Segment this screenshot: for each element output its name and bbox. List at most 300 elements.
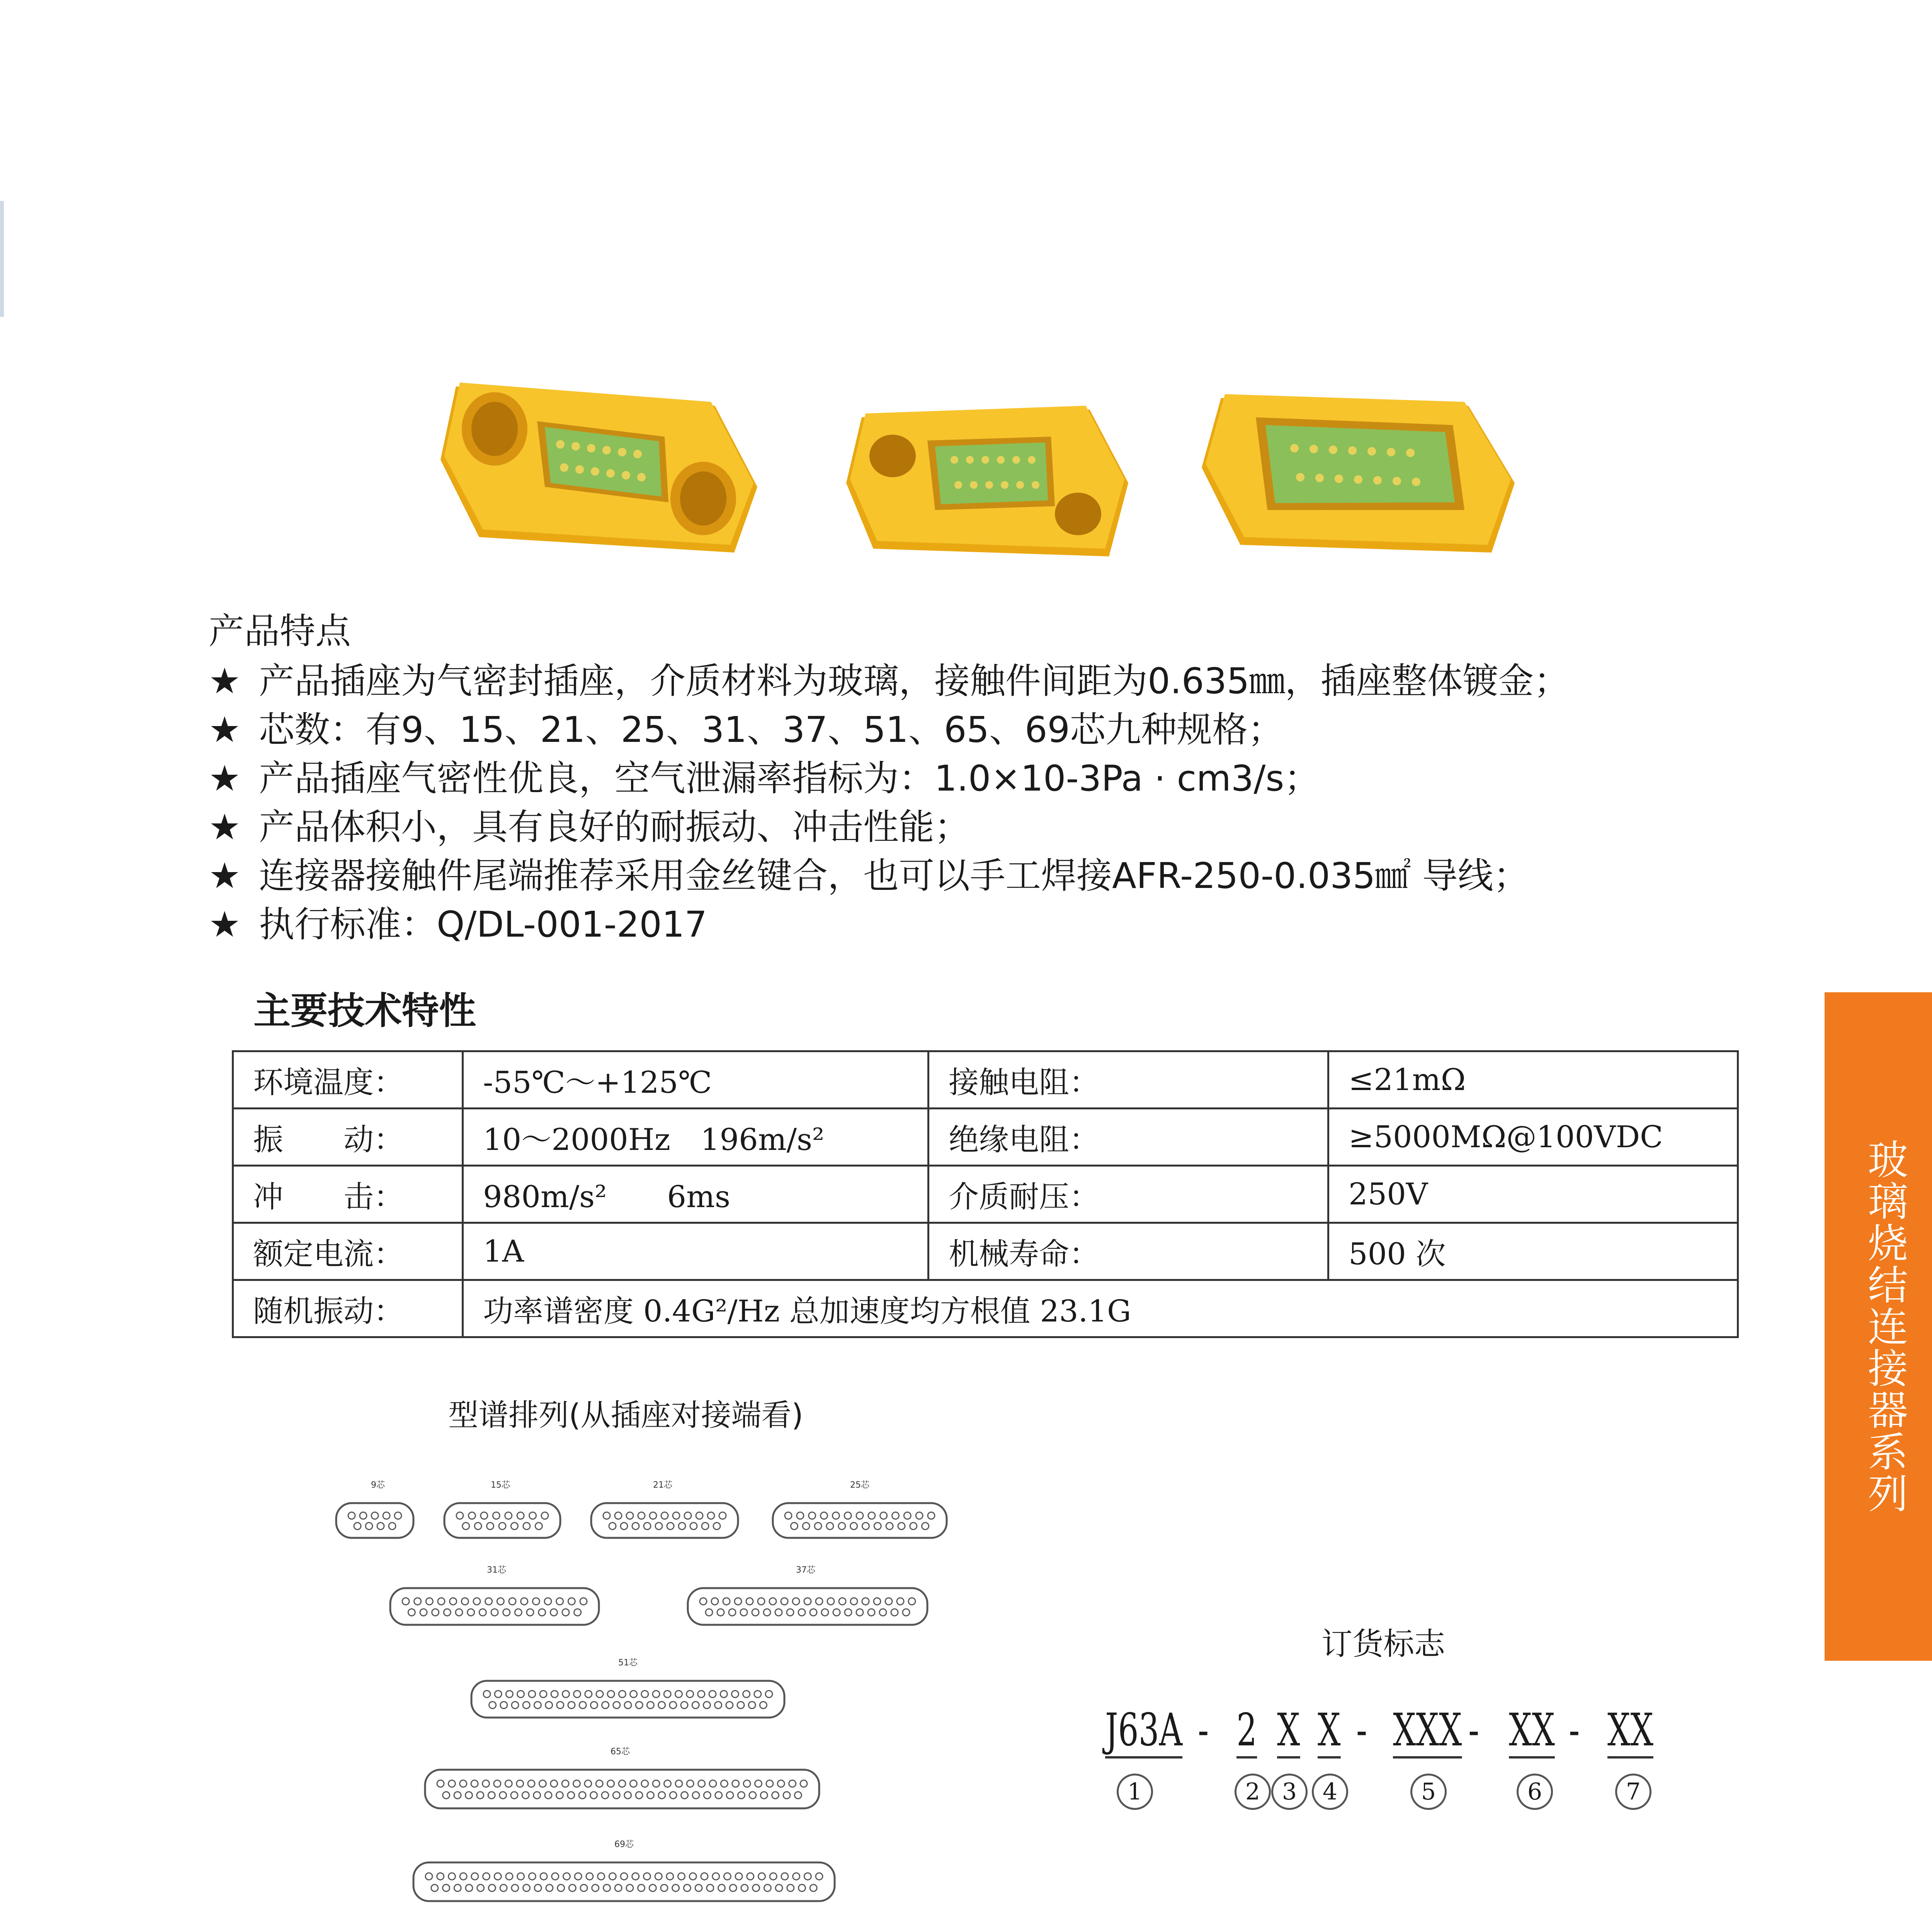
contact-dot xyxy=(868,1609,875,1616)
contact-dot xyxy=(898,1522,905,1529)
contact-dot xyxy=(354,1522,361,1529)
contact-dot xyxy=(541,1512,548,1519)
contact-dot xyxy=(781,1598,788,1605)
contact-dot xyxy=(886,1522,893,1529)
contact-dot xyxy=(603,1512,610,1519)
series-side-tab-label: 玻璃烧结连接器系列 xyxy=(1861,1139,1908,1514)
order-code-number: 6 xyxy=(1517,1774,1553,1810)
contact-dot xyxy=(776,1884,782,1891)
contact-dot xyxy=(892,1512,899,1519)
contact-dot xyxy=(706,1609,713,1616)
contact-dot xyxy=(573,1780,580,1787)
contact-dot xyxy=(904,1512,911,1519)
contact-dot xyxy=(661,1884,668,1891)
contact-dot xyxy=(621,1873,628,1880)
layout-label-51: 51芯 xyxy=(618,1658,638,1668)
contact-dot xyxy=(613,1792,620,1799)
contact-dot xyxy=(764,1884,771,1891)
contact-dot xyxy=(832,1512,839,1519)
contact-dot xyxy=(753,1884,760,1891)
spec-label: 介质耐压： xyxy=(929,1166,1328,1223)
contact-dot xyxy=(672,1884,679,1891)
contact-dot xyxy=(794,1792,801,1799)
layout-label-21: 21芯 xyxy=(653,1480,672,1490)
contact-dot xyxy=(562,1690,569,1697)
star-icon: ★ xyxy=(209,758,241,799)
contact-dot xyxy=(800,1780,807,1787)
spec-value: ≥5000MΩ@100VDC xyxy=(1328,1109,1738,1166)
contact-dot xyxy=(670,1702,677,1709)
contact-dot xyxy=(746,1598,753,1605)
order-code-rows: 2 xyxy=(1236,1704,1257,1759)
contact-dot xyxy=(793,1598,799,1605)
layout-label-69: 69芯 xyxy=(614,1840,634,1849)
contact-dot xyxy=(815,1522,821,1529)
contact-dot xyxy=(534,1702,541,1709)
contact-dot xyxy=(638,1884,645,1891)
contact-dot xyxy=(389,1522,396,1529)
contact-dot xyxy=(438,1598,445,1605)
contact-dot xyxy=(528,1780,535,1787)
contact-dot xyxy=(891,1609,898,1616)
contact-dot xyxy=(596,1780,603,1787)
contact-dot xyxy=(707,1884,714,1891)
spec-label: 环境温度： xyxy=(233,1051,463,1109)
spec-label: 额定电流： xyxy=(233,1223,463,1280)
contact-dot xyxy=(700,1598,707,1605)
contact-dot xyxy=(609,1873,616,1880)
connector-image-q2 xyxy=(1198,383,1522,564)
contact-dot xyxy=(724,1873,731,1880)
contact-dot xyxy=(698,1690,705,1697)
spec-value: 500 次 xyxy=(1328,1223,1738,1280)
contact-dot xyxy=(471,1780,478,1787)
spec-value: 980m/s² 6ms xyxy=(463,1166,929,1223)
contact-dot xyxy=(466,1884,473,1891)
contact-dot xyxy=(719,1512,726,1519)
contact-dot xyxy=(569,1884,576,1891)
contact-dot xyxy=(512,1884,519,1891)
spec-label: 绝缘电阻： xyxy=(929,1109,1328,1166)
contact-dot xyxy=(729,1609,736,1616)
star-icon: ★ xyxy=(209,904,241,945)
contact-dot xyxy=(735,1873,742,1880)
connector-outline-65 xyxy=(425,1770,819,1808)
contact-dot xyxy=(641,1780,648,1787)
contact-dot xyxy=(377,1522,384,1529)
contact-dot xyxy=(408,1609,415,1616)
contact-dot xyxy=(711,1598,718,1605)
contact-dot xyxy=(798,1609,805,1616)
contact-dot xyxy=(647,1702,654,1709)
contact-dot xyxy=(874,1598,881,1605)
order-code-shell: XX xyxy=(1509,1704,1555,1759)
contact-dot xyxy=(488,1884,495,1891)
contact-dot xyxy=(557,1702,564,1709)
contact-dot xyxy=(643,1873,650,1880)
contact-dot xyxy=(885,1598,892,1605)
contact-dot xyxy=(760,1792,767,1799)
feature-item: ★ 产品插座为气密封插座，介质材料为玻璃，接触件间距为0.635㎜，插座整体镀金； xyxy=(209,657,1754,706)
contact-dot xyxy=(695,1884,702,1891)
contact-dot xyxy=(715,1702,722,1709)
contact-dot xyxy=(540,1873,547,1880)
contact-dot xyxy=(655,1873,662,1880)
contact-dot xyxy=(483,1690,490,1697)
contact-dot xyxy=(675,1690,682,1697)
contact-dot xyxy=(740,1609,747,1616)
contact-dot xyxy=(791,1522,798,1529)
contact-dot xyxy=(758,1598,765,1605)
contact-dot xyxy=(495,1690,502,1697)
order-code-dash: - xyxy=(1569,1704,1580,1756)
contact-dot xyxy=(545,1792,552,1799)
contact-dot xyxy=(684,1512,691,1519)
contact-dot xyxy=(414,1598,421,1605)
contact-dot xyxy=(603,1884,610,1891)
table-row xyxy=(233,1051,1738,1109)
contact-dot xyxy=(527,1609,534,1616)
contact-dot xyxy=(535,1522,542,1529)
order-code-number: 7 xyxy=(1615,1774,1651,1810)
contact-dot xyxy=(754,1690,761,1697)
contact-dot xyxy=(454,1792,461,1799)
contact-dot xyxy=(461,1598,468,1605)
connector-outline-51 xyxy=(471,1681,784,1718)
contact-dot xyxy=(489,1702,496,1709)
contact-dot xyxy=(619,1690,626,1697)
contact-dot xyxy=(664,1780,671,1787)
contact-dot xyxy=(687,1690,694,1697)
contact-dot xyxy=(717,1609,724,1616)
contact-dot xyxy=(607,1690,614,1697)
contact-dot xyxy=(760,1702,767,1709)
connector-outline-9 xyxy=(336,1503,413,1538)
contact-dot xyxy=(856,1512,863,1519)
contact-dot xyxy=(460,1873,467,1880)
contact-dot xyxy=(511,1792,518,1799)
order-code-series: J63A xyxy=(1105,1704,1182,1759)
order-code-title: 订货标志 xyxy=(1321,1626,1445,1662)
contact-dot xyxy=(532,1598,539,1605)
contact-dot xyxy=(592,1884,599,1891)
order-code-type: X xyxy=(1277,1704,1300,1759)
contact-dot xyxy=(844,1512,851,1519)
contact-dot xyxy=(908,1598,915,1605)
contact-dot xyxy=(821,1609,828,1616)
contact-dot xyxy=(775,1609,782,1616)
contact-dot xyxy=(758,1873,765,1880)
contact-dot xyxy=(658,1792,665,1799)
contact-dot xyxy=(487,1522,494,1529)
contact-dot xyxy=(732,1780,739,1787)
contact-dot xyxy=(653,1690,660,1697)
contact-dot xyxy=(626,1884,633,1891)
contact-dot xyxy=(638,1512,645,1519)
contact-dot xyxy=(348,1512,355,1519)
contact-dot xyxy=(785,1512,792,1519)
contact-dot xyxy=(715,1792,722,1799)
contact-dot xyxy=(667,1873,673,1880)
contact-dot xyxy=(544,1598,551,1605)
contact-dot xyxy=(491,1609,498,1616)
contact-dot xyxy=(636,1702,643,1709)
spec-value: 10～2000Hz 196m/s² xyxy=(463,1109,929,1166)
feature-item: ★ 连接器接触件尾端推荐采用金丝键合，也可以手工焊接AFR-250-0.035㎟ 导线； xyxy=(209,852,1754,900)
contact-dot xyxy=(574,1690,581,1697)
contact-dot xyxy=(568,1702,575,1709)
contact-dot xyxy=(718,1884,725,1891)
contact-dot xyxy=(444,1609,451,1616)
contact-dot xyxy=(692,1702,699,1709)
spec-label: 机械寿命： xyxy=(929,1223,1328,1280)
contact-dot xyxy=(463,1522,469,1529)
contact-dot xyxy=(903,1609,910,1616)
contact-dot xyxy=(702,1522,709,1529)
layout-label-37: 37芯 xyxy=(796,1565,815,1575)
contact-dot xyxy=(868,1512,875,1519)
contact-dot xyxy=(701,1873,708,1880)
spec-value: ≤21mΩ xyxy=(1328,1051,1738,1109)
connector-outline-37 xyxy=(688,1588,927,1625)
contact-dot xyxy=(879,1609,886,1616)
contact-dot xyxy=(816,1598,823,1605)
contact-dot xyxy=(789,1780,796,1787)
contact-dot xyxy=(477,1884,484,1891)
contact-dot xyxy=(443,1884,450,1891)
layout-label-65: 65芯 xyxy=(611,1747,630,1757)
contact-dot xyxy=(664,1690,671,1697)
contact-dot xyxy=(737,1702,744,1709)
contact-dot xyxy=(551,1690,558,1697)
contact-dot xyxy=(506,1873,513,1880)
contact-dot xyxy=(809,1512,816,1519)
order-code-number: 5 xyxy=(1410,1774,1447,1810)
contact-dot xyxy=(505,1780,512,1787)
contact-dot xyxy=(360,1512,367,1519)
contact-dot xyxy=(602,1792,609,1799)
contact-dot xyxy=(383,1512,390,1519)
contact-dot xyxy=(517,1780,524,1787)
contact-dot xyxy=(590,1702,597,1709)
contact-dot xyxy=(558,1884,565,1891)
contact-dot xyxy=(456,1512,463,1519)
contact-dot xyxy=(687,1780,694,1787)
features-title: 产品特点 xyxy=(209,611,351,652)
contact-dot xyxy=(534,1792,541,1799)
contact-dot xyxy=(916,1512,923,1519)
contact-dot xyxy=(500,1884,507,1891)
contact-dot xyxy=(630,1690,637,1697)
contact-dot xyxy=(585,1780,592,1787)
contact-dot xyxy=(552,1873,559,1880)
contact-dot xyxy=(713,1873,719,1880)
order-code-number: 1 xyxy=(1117,1774,1153,1810)
contact-dot xyxy=(704,1792,711,1799)
contact-dot xyxy=(493,1512,500,1519)
contact-dot xyxy=(862,1522,869,1529)
contact-dot xyxy=(803,1522,810,1529)
contact-dot xyxy=(845,1609,852,1616)
contact-dot xyxy=(505,1512,512,1519)
contact-dot xyxy=(681,1792,688,1799)
contact-dot xyxy=(856,1609,863,1616)
contact-dot xyxy=(473,1598,480,1605)
contact-dot xyxy=(755,1780,762,1787)
contact-dot xyxy=(494,1873,501,1880)
contact-dot xyxy=(366,1522,372,1529)
features-list xyxy=(209,657,1754,949)
contact-dot xyxy=(607,1780,614,1787)
contact-dot xyxy=(726,1792,733,1799)
contact-dot xyxy=(764,1609,770,1616)
contact-dot xyxy=(675,1780,682,1787)
contact-dot xyxy=(539,1780,546,1787)
contact-dot xyxy=(741,1884,748,1891)
spec-value: 功率谱密度 0.4G²/Hz 总加速度均方根值 23.1G xyxy=(463,1280,1738,1337)
order-code-number: 4 xyxy=(1312,1774,1348,1810)
contact-dot xyxy=(465,1792,472,1799)
contact-dot xyxy=(586,1873,593,1880)
feature-item: ★ 产品插座气密性优良，空气泄漏率指标为：1.0×10-3Pa · cm3/s； xyxy=(209,754,1754,803)
contact-dot xyxy=(621,1522,628,1529)
contact-dot xyxy=(579,1792,586,1799)
series-side-tab xyxy=(1825,992,1932,1661)
star-icon: ★ xyxy=(209,806,241,848)
table-row xyxy=(233,1166,1738,1223)
contact-dot xyxy=(522,1792,529,1799)
contact-dot xyxy=(580,1884,587,1891)
contact-dot xyxy=(810,1884,817,1891)
contact-dot xyxy=(556,1598,563,1605)
contact-dot xyxy=(721,1780,728,1787)
star-icon: ★ xyxy=(209,709,241,750)
contact-dot xyxy=(483,1780,490,1787)
connector-outline-69 xyxy=(413,1862,835,1901)
contact-dot xyxy=(494,1780,501,1787)
contact-dot xyxy=(804,1598,811,1605)
contact-dot xyxy=(928,1512,935,1519)
contact-dot xyxy=(769,1598,776,1605)
contact-dot xyxy=(448,1780,455,1787)
contact-dot xyxy=(432,1609,439,1616)
contact-dot xyxy=(575,1873,582,1880)
connector-image-q3 xyxy=(842,394,1136,572)
contact-dot xyxy=(797,1512,804,1519)
spec-label: 冲 击： xyxy=(233,1166,463,1223)
contact-dot xyxy=(874,1522,881,1529)
contact-dot xyxy=(523,1702,530,1709)
contact-dot xyxy=(485,1598,492,1605)
contact-dot xyxy=(563,1873,570,1880)
table-row xyxy=(233,1280,1738,1337)
contact-dot xyxy=(523,1522,530,1529)
contact-dot xyxy=(772,1792,779,1799)
contact-dot xyxy=(720,1690,727,1697)
contact-dot xyxy=(395,1512,401,1519)
contact-dot xyxy=(748,1702,755,1709)
order-code-pin: XX xyxy=(1607,1704,1653,1759)
spec-value: -55℃～+125℃ xyxy=(463,1051,929,1109)
contact-dot xyxy=(437,1873,444,1880)
contact-dot xyxy=(641,1690,648,1697)
contact-dot xyxy=(804,1873,811,1880)
star-icon: ★ xyxy=(209,660,241,702)
contact-dot xyxy=(653,1780,660,1787)
tech-specs-table xyxy=(232,1050,1739,1338)
contact-dot xyxy=(497,1598,504,1605)
contact-dot xyxy=(703,1702,710,1709)
contact-dot xyxy=(838,1522,845,1529)
contact-dot xyxy=(523,1884,530,1891)
contact-dot xyxy=(615,1884,622,1891)
contact-dot xyxy=(752,1609,759,1616)
spec-label: 振 动： xyxy=(233,1109,463,1166)
contact-dot xyxy=(443,1792,450,1799)
contact-dot xyxy=(474,1522,481,1529)
contact-dot xyxy=(709,1780,716,1787)
contact-dot xyxy=(781,1873,788,1880)
contact-dot xyxy=(477,1792,484,1799)
contact-dot xyxy=(644,1522,651,1529)
contact-dot xyxy=(673,1512,680,1519)
connector-outline-31 xyxy=(390,1588,599,1625)
layout-label-31: 31芯 xyxy=(487,1565,506,1575)
contact-dot xyxy=(810,1609,817,1616)
contact-dot xyxy=(506,1690,513,1697)
contact-dot xyxy=(862,1598,869,1605)
contact-dot xyxy=(679,1522,685,1529)
contact-dot xyxy=(471,1873,478,1880)
contact-dot xyxy=(426,1598,433,1605)
contact-dot xyxy=(749,1792,756,1799)
contact-dot xyxy=(468,1609,474,1616)
contact-dot xyxy=(437,1780,444,1787)
contact-dot xyxy=(827,1598,834,1605)
contact-dot xyxy=(517,1690,524,1697)
contact-dot xyxy=(602,1702,609,1709)
contact-dot xyxy=(743,1690,750,1697)
contact-dot xyxy=(647,1792,654,1799)
layout-diagram xyxy=(328,1461,993,1932)
contact-dot xyxy=(743,1780,750,1787)
contact-dot xyxy=(787,1609,794,1616)
contact-dot xyxy=(630,1780,637,1787)
order-code-contacts: XXX xyxy=(1393,1704,1462,1759)
contact-dot xyxy=(632,1522,639,1529)
contact-dot xyxy=(598,1873,605,1880)
contact-dot xyxy=(529,1690,536,1697)
table-row xyxy=(233,1223,1738,1280)
spec-label: 随机振动： xyxy=(233,1280,463,1337)
connector-image-q1 xyxy=(433,371,781,576)
contact-dot xyxy=(619,1780,626,1787)
contact-dot xyxy=(596,1690,603,1697)
contact-dot xyxy=(499,1522,506,1529)
contact-dot xyxy=(512,1702,519,1709)
contact-dot xyxy=(678,1873,685,1880)
contact-dot xyxy=(632,1873,639,1880)
contact-dot xyxy=(787,1884,794,1891)
contact-dot xyxy=(658,1702,665,1709)
contact-dot xyxy=(667,1522,674,1529)
contact-dot xyxy=(371,1512,378,1519)
connector-outline-25 xyxy=(773,1503,947,1538)
contact-dot xyxy=(568,1792,575,1799)
layout-diagram-title: 型谱排列(从插座对接端看) xyxy=(448,1398,803,1433)
contact-dot xyxy=(580,1598,587,1605)
feature-item: ★ 执行标准：Q/DL-001-2017 xyxy=(209,900,1754,949)
